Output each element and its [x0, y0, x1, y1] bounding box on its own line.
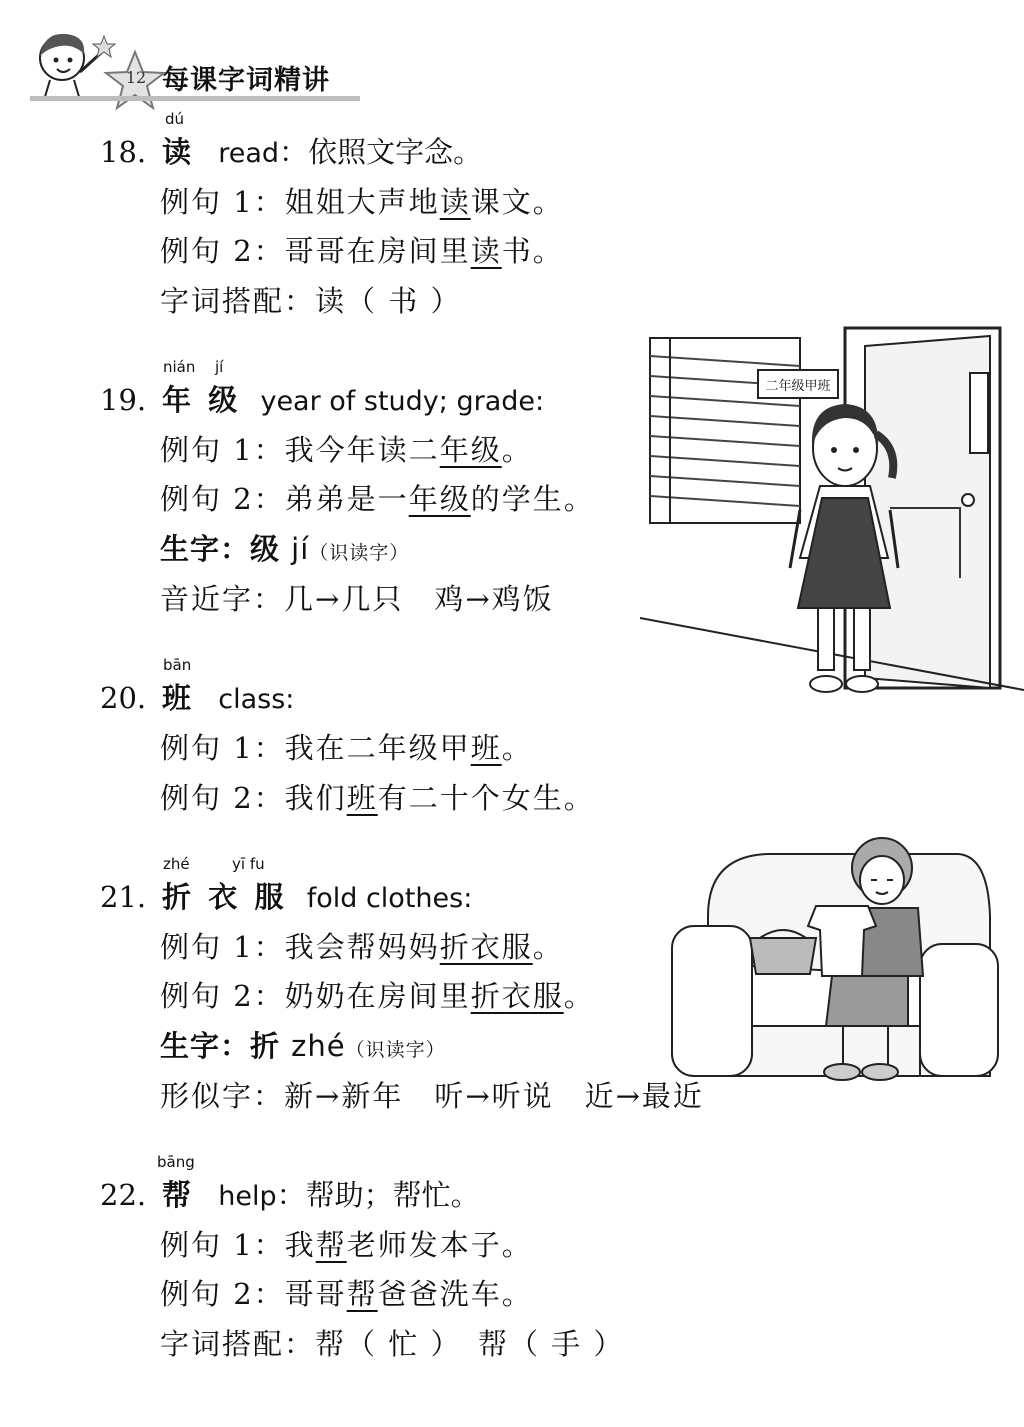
similar-sound-characters: 音近字：几→几只 鸡→鸡饭: [160, 582, 554, 616]
new-character: 生字：级 jí（识读字）: [160, 532, 410, 566]
entry-20-heading: 20. 班 class:: [100, 681, 295, 715]
entry-english: read: [218, 138, 280, 169]
example-sentence: 例句 1：我今年读二年级。: [160, 433, 533, 467]
example-sentence: 例句 1：我会帮妈妈折衣服。: [160, 930, 564, 964]
example-sentence: 例句 2：弟弟是一年级的学生。: [160, 482, 595, 516]
entry-21-heading: 21. 折 衣 服 fold clothes:: [100, 880, 473, 914]
underlined-word: 读: [439, 185, 471, 219]
page-header: [30, 22, 360, 102]
pinyin-bang: bāng: [157, 1153, 195, 1171]
word-collocation: 字词搭配：读（ 书 ）: [160, 284, 462, 318]
classroom-sign: 二年级甲班: [765, 379, 831, 394]
pinyin-yifu: yī fu: [232, 855, 265, 873]
word-collocation: 字词搭配：帮（ 忙 ） 帮（ 手 ）: [160, 1327, 625, 1361]
entry-19-heading: 19. 年 级 year of study; grade:: [100, 383, 545, 417]
pinyin-du: dú: [165, 110, 185, 128]
example-sentence: 例句 1：我在二年级甲班。: [160, 731, 533, 765]
new-character: 生字：折 zhé（识读字）: [160, 1029, 446, 1063]
example-sentence: 例句 2：哥哥在房间里读书。: [160, 234, 564, 268]
entry-definition: 依照文字念。: [308, 135, 483, 169]
pinyin-zhe: zhé: [163, 855, 190, 873]
pinyin-nian: nián: [163, 358, 196, 376]
entry-22-heading: 22. 帮 help：帮助；帮忙。: [100, 1178, 480, 1212]
grandmother-sofa-illustration: [668, 826, 1002, 1088]
example-sentence: 例句 2：哥哥帮爸爸洗车。: [160, 1277, 533, 1311]
example-sentence: 例句 1：我帮老师发本子。: [160, 1228, 533, 1262]
example-sentence: 例句 2：奶奶在房间里折衣服。: [160, 979, 595, 1013]
example-sentence: 例句 1：姐姐大声地读课文。: [160, 185, 564, 219]
entry-18-heading: 18. 读 read：依照文字念。: [100, 135, 483, 169]
similar-shape-characters: 形似字：新→新年 听→听说 近→最近: [160, 1079, 704, 1113]
page-title: 每课字词精讲: [162, 65, 330, 96]
page-number: 12: [125, 68, 147, 87]
example-sentence: 例句 2：我们班有二十个女生。: [160, 781, 595, 815]
entry-word: 读: [162, 135, 192, 169]
header-divider: [30, 96, 360, 101]
pinyin-ban: bān: [163, 656, 192, 674]
classroom-door-illustration: [640, 318, 1024, 700]
pinyin-ji: jí: [215, 358, 224, 376]
entry-number: 18.: [100, 135, 147, 169]
underlined-word: 读: [470, 234, 502, 268]
